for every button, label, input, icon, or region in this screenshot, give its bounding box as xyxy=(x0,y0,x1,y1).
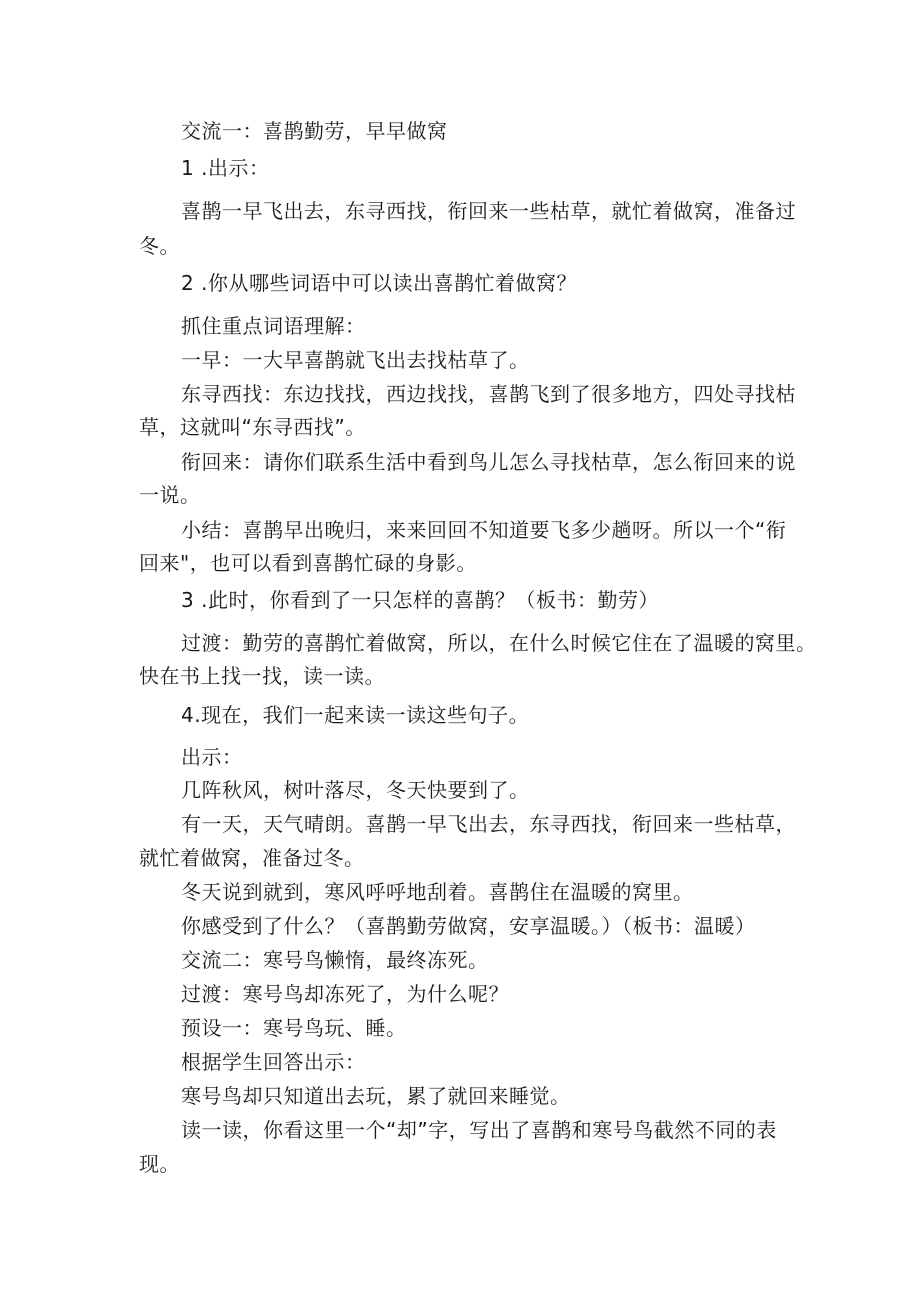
paragraph-line: 预设一：寒号鸟玩、睡。 xyxy=(181,1016,407,1040)
step-1-label: 1 .出示： xyxy=(181,156,270,180)
paragraph-line: 一早：一大早喜鹊就飞出去找枯草了。 xyxy=(181,348,530,372)
section-heading-1: 交流一：喜鹊勤劳，早早做窝 xyxy=(181,119,448,143)
paragraph-line: 草，这就叫“东寻西找”。 xyxy=(139,415,366,439)
summary-line: 小结：喜鹊早出晚归，来来回回不知道要飞多少趟呀。所以一个“衔 xyxy=(181,518,787,542)
paragraph-line: 快在书上找一找，读一读。 xyxy=(139,664,385,688)
paragraph-line: 你感受到了什么？（喜鹊勤劳做窝，安享温暖。）（板书：温暖） xyxy=(181,914,756,938)
paragraph-line: 东寻西找：东边找找，西边找找，喜鹊飞到了很多地方，四处寻找枯 xyxy=(181,382,796,406)
paragraph-line: 衔回来：请你们联系生活中看到鸟儿怎么寻找枯草，怎么衔回来的说 xyxy=(181,450,796,474)
summary-line: 回来"，也可以看到喜鹊忙碌的身影。 xyxy=(139,551,477,575)
paragraph-line: 冬。 xyxy=(139,234,180,258)
paragraph-line: 一说。 xyxy=(139,483,201,507)
section-heading-2: 交流二：寒号鸟懒惰，最终冻死。 xyxy=(181,948,489,972)
paragraph-line: 喜鹊一早飞出去，东寻西找，衔回来一些枯草，就忙着做窝，准备过 xyxy=(181,199,796,223)
paragraph-line: 现。 xyxy=(139,1152,180,1176)
step-2-question: 2 .你从哪些词语中可以读出喜鹊忙着做窝？ xyxy=(181,271,577,295)
paragraph-line: 读一读，你看这里一个“却”字，写出了喜鹊和寒号鸟截然不同的表 xyxy=(181,1118,777,1142)
paragraph-line: 冬天说到就到，寒风呼呼地刮着。喜鹊住在温暖的窝里。 xyxy=(181,880,694,904)
paragraph-line: 有一天，天气晴朗。喜鹊一早飞出去，东寻西找，衔回来一些枯草， xyxy=(181,812,796,836)
paragraph-line: 就忙着做窝，准备过冬。 xyxy=(139,846,365,870)
paragraph-line: 过渡：寒号鸟却冻死了，为什么呢？ xyxy=(181,982,509,1006)
paragraph-line: 寒号鸟却只知道出去玩，累了就回来睡觉。 xyxy=(181,1084,571,1108)
paragraph-line: 根据学生回答出示： xyxy=(181,1050,366,1074)
paragraph-line: 抓住重点词语理解： xyxy=(181,314,366,338)
paragraph-line: 几阵秋风，树叶落尽，冬天快要到了。 xyxy=(181,778,530,802)
paragraph-line: 过渡：勤劳的喜鹊忙着做窝，所以，在什么时候它住在了温暖的窝里。 xyxy=(181,631,817,655)
step-4-label: 4.现在，我们一起来读一读这些句子。 xyxy=(181,703,530,727)
paragraph-line: 出示： xyxy=(181,745,243,769)
step-3-question: 3 .此时，你看到了一只怎样的喜鹊？（板书：勤劳） xyxy=(181,588,659,612)
